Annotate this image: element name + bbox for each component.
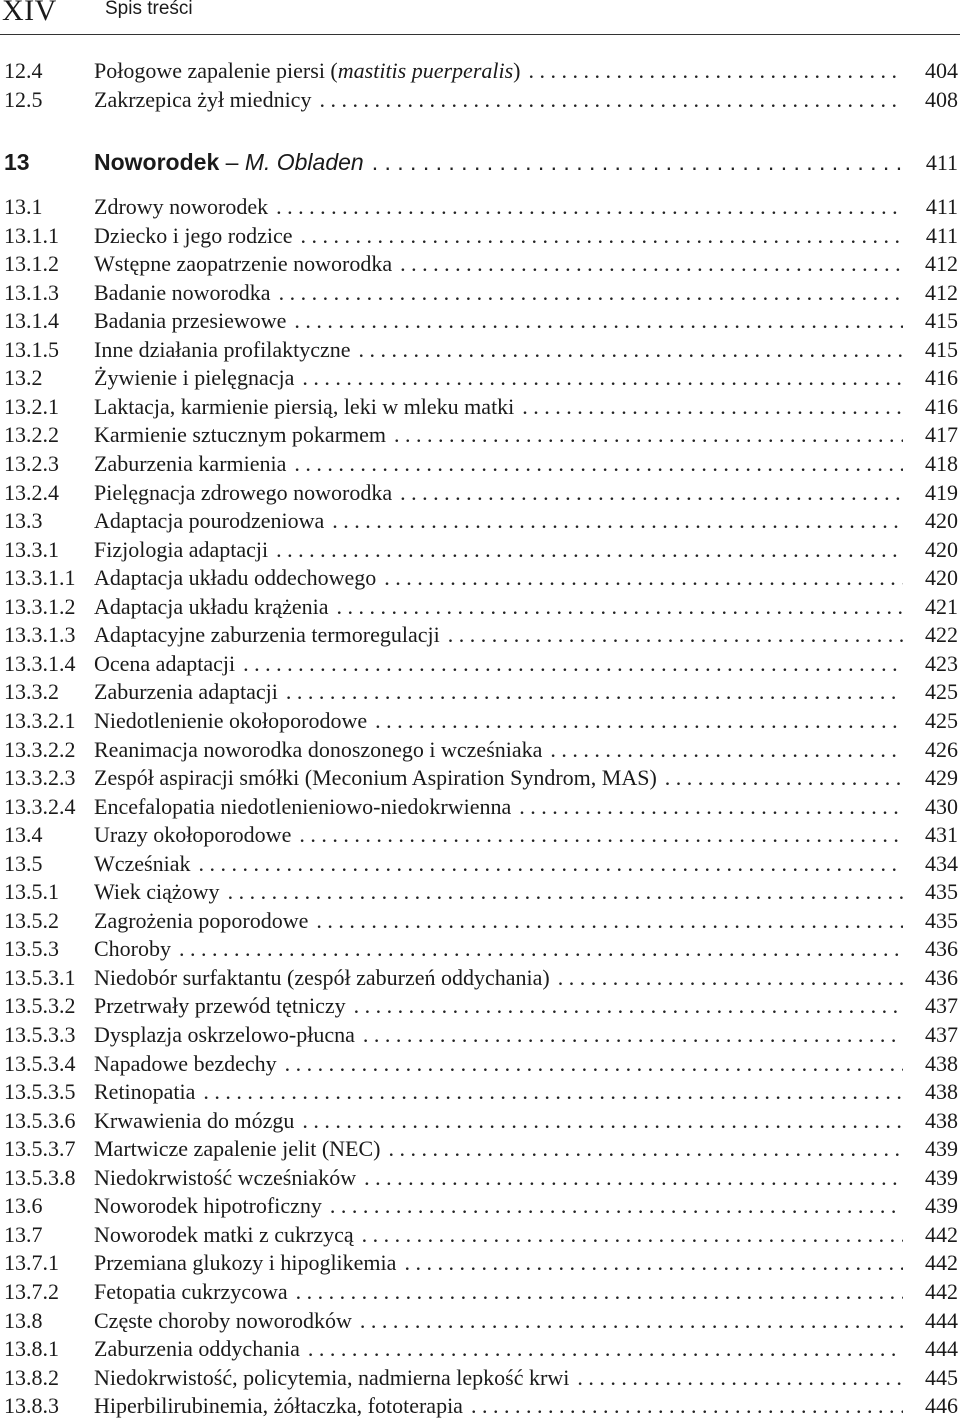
leader-dots [529,57,904,85]
entry-page: 437 [925,1022,958,1047]
toc-entry [0,450,960,478]
entry-title: Zespół aspiracji smółki (Meconium Aspiration Syndrom, MAS) [94,765,657,790]
toc-entry [0,707,960,735]
entry-number: 13.5.3 [4,936,59,962]
leader-dots [400,250,903,278]
leader-dots [294,307,903,335]
toc-entry [0,364,960,392]
toc-entry [0,57,960,85]
entry-title: Żywienie i pielęgnacja [94,365,295,391]
entry-page: 415 [925,336,958,362]
entry-page: 420 [925,536,958,562]
entry-number: 13.3.1.4 [4,650,76,676]
leader-dots [388,1135,903,1163]
toc-entry [0,1021,960,1049]
entry-number: 13.5.3.1 [4,964,76,990]
toc-entry [0,621,960,649]
leader-dots [203,1078,903,1106]
toc-entry [0,1278,960,1306]
entry-page: 416 [925,365,958,391]
entry-number: 13.8.3 [4,1393,59,1419]
entry-title: Hiperbilirubinemia, żółtaczka, fototerapia [94,1393,463,1419]
toc-entry [0,1135,960,1163]
leader-dots [308,1335,903,1363]
entry-title: Martwicze zapalenie jelit (NEC) [94,1136,381,1162]
chapter-author: M. Obladen [244,149,364,175]
entry-page: 436 [925,964,958,990]
chapter-title: Noworodek – M. Obladen [94,149,364,175]
leader-dots [316,907,903,935]
entry-page: 420 [925,565,958,591]
entry-page: 439 [925,1136,958,1162]
leader-dots [384,564,903,592]
leader-dots [276,193,904,221]
entry-page: 422 [925,622,958,648]
entry-page: 411 [925,194,958,219]
toc-entry [0,250,960,278]
entry-title: Częste choroby noworodków [94,1307,352,1333]
entry-page: 417 [925,422,958,448]
toc-entry [0,736,960,764]
leader-dots [228,878,903,906]
leader-dots [243,650,903,678]
entry-title: Dziecko i jego rodzice [94,222,293,248]
entry-page: 426 [925,736,958,762]
entry-page: 430 [925,793,958,819]
toc-entry [0,1164,960,1192]
leader-dots [279,279,903,307]
leader-dots [519,793,903,821]
entry-number: 13.5.3.4 [4,1050,76,1076]
entry-title: Niedotlenienie okołoporodowe [94,707,368,733]
entry-number: 13.1.2 [4,251,59,277]
leader-dots [276,536,903,564]
entry-number: 13.1.3 [4,279,59,305]
entry-page: 423 [925,650,958,676]
entry-number: 13.5.3.7 [4,1136,76,1162]
entry-number: 13.1.1 [4,222,59,248]
entry-page: 442 [925,1278,958,1304]
entry-title: Fizjologia adaptacji [94,536,269,562]
toc-entry [0,564,960,592]
entry-page: 416 [925,393,958,419]
entry-number: 13.5.3.3 [4,1022,76,1047]
entry-title: Urazy okołoporodowe [94,822,292,848]
entry-title: Krwawienia do mózgu [94,1107,295,1133]
toc-entry [0,793,960,821]
entry-page: 425 [925,679,958,705]
toc-entry [0,479,960,507]
entry-title: Zaburzenia karmienia [94,450,287,476]
entry-title: Choroby [94,936,171,962]
entry-page: 439 [925,1193,958,1219]
entry-number: 13.2.4 [4,479,59,505]
leader-dots [301,222,904,250]
leader-dots [354,992,903,1020]
entry-number: 13.3.2.3 [4,765,76,790]
entry-number: 13.2.2 [4,422,59,448]
toc-entry [0,1192,960,1220]
entry-page: 404 [925,58,958,83]
entry-page: 442 [925,1221,958,1247]
entry-title: Encefalopatia niedotlenieniowo-niedokrwienna [94,793,512,819]
leader-dots [550,736,903,764]
entry-number: 13.5.3.2 [4,993,76,1019]
entry-title: Adaptacja układu oddechowego [94,565,377,591]
running-title: Spis treści [105,0,193,19]
entry-number: 13.3.2.1 [4,707,76,733]
entry-number: 13.1.5 [4,336,59,362]
entry-page: 438 [925,1107,958,1133]
toc-entry [0,1078,960,1106]
entry-page: 421 [925,593,958,619]
entry-title: Wcześniak [94,850,191,876]
entry-title-latin: mastitis puerperalis [337,58,514,83]
entry-page: 425 [925,707,958,733]
entry-page: 446 [925,1393,958,1419]
leader-dots [294,450,903,478]
entry-number: 13.5.2 [4,907,59,933]
entry-page: 438 [925,1050,958,1076]
leader-dots [372,148,904,176]
leader-dots [179,935,903,963]
entry-page: 444 [925,1336,958,1361]
entry-page: 412 [925,251,958,277]
entry-title: Noworodek matki z cukrzycą [94,1221,354,1247]
entry-page: 438 [925,1079,958,1105]
entry-page: 435 [925,879,958,905]
entry-page: 442 [925,1250,958,1276]
toc-entry [0,764,960,792]
entry-page: 408 [925,87,958,112]
entry-number: 13.3.1.2 [4,593,76,619]
entry-page: 436 [925,936,958,962]
entry-title: Fetopatia cukrzycowa [94,1278,288,1304]
toc-entry [0,279,960,307]
entry-number: 13.2 [4,365,43,391]
toc-entry [0,536,960,564]
toc-entry [0,850,960,878]
entry-title: Zagrożenia poporodowe [94,907,309,933]
entry-number: 13.7.1 [4,1250,59,1276]
entry-page: 419 [925,479,958,505]
toc-entry [0,678,960,706]
entry-title: Karmienie sztucznym pokarmem [94,422,387,448]
leader-dots [375,707,903,735]
entry-number: 13.3.1.3 [4,622,76,648]
leader-dots [337,593,903,621]
entry-page: 439 [925,1164,958,1190]
entry-title: Niedobór surfaktantu (zespół zaburzeń oddychania) [94,964,550,990]
entry-page: 435 [925,907,958,933]
entry-page: 415 [925,308,958,334]
entry-number: 13.3.2.4 [4,793,76,819]
leader-dots [286,678,903,706]
entry-number: 13.5.1 [4,879,59,905]
leader-dots [332,507,903,535]
entry-number: 13.8.2 [4,1364,59,1390]
leader-dots [302,1107,903,1135]
toc-entry [0,507,960,535]
toc-entry [0,1249,960,1277]
toc-entry [0,307,960,335]
entry-number: 13.5.3.8 [4,1164,76,1190]
leader-dots [199,850,904,878]
entry-title: Niedokrwistość, policytemia, nadmierna lepkość krwi [94,1364,570,1390]
entry-number: 13.2.3 [4,450,59,476]
leader-dots [471,1392,903,1420]
toc-entry [0,1107,960,1135]
entry-page: 429 [925,765,958,790]
entry-title: Przemiana glukozy i hipoglikemia [94,1250,397,1276]
entry-number: 13.3.1.1 [4,565,76,591]
leader-dots [302,364,903,392]
entry-number: 13.1 [4,194,43,219]
leader-dots [296,1278,903,1306]
entry-number: 13.3 [4,508,43,534]
entry-number: 13.5.3.5 [4,1079,76,1105]
leader-dots [299,821,903,849]
toc-entry [0,86,960,114]
entry-number: 13.4 [4,822,43,848]
entry-number: 13.3.2 [4,679,59,705]
toc-entry [0,193,960,221]
entry-number: 13.8 [4,1307,43,1333]
entry-title: Zaburzenia oddychania [94,1336,300,1361]
entry-title: Niedokrwistość wcześniaków [94,1164,357,1190]
entry-title: Adaptacja pourodzeniowa [94,508,325,534]
toc-entry [0,935,960,963]
entry-number: 13.7 [4,1221,43,1247]
entry-page: 437 [925,993,958,1019]
toc-entry [0,907,960,935]
entry-number: 13.2.1 [4,393,59,419]
chapter-number: 13 [4,149,30,175]
entry-number: 13.5 [4,850,43,876]
entry-title: Retinopatia [94,1079,196,1105]
toc-entry [0,1307,960,1335]
entry-page: 418 [925,450,958,476]
entry-title: Połogowe zapalenie piersi (mastitis puerperalis) [94,58,521,83]
leader-dots [285,1050,903,1078]
entry-number: 13.6 [4,1193,43,1219]
toc-entry [0,1335,960,1363]
entry-page: 411 [925,222,958,248]
entry-title: Pielęgnacja zdrowego noworodka [94,479,393,505]
entry-page: 434 [925,850,958,876]
leader-dots [558,964,903,992]
toc-entry [0,421,960,449]
leader-dots [448,621,903,649]
entry-number: 13.3.2.2 [4,736,76,762]
page-number: XIV [2,0,57,27]
toc-entry [0,992,960,1020]
entry-title: Przetrwały przewód tętniczy [94,993,346,1019]
toc-entry [0,1392,960,1420]
entry-page: 412 [925,279,958,305]
entry-page: 445 [925,1364,958,1390]
entry-title: Zdrowy noworodek [94,194,269,219]
entry-title: Wstępne zaopatrzenie noworodka [94,251,393,277]
toc-entry [0,336,960,364]
entry-title: Laktacja, karmienie piersią, leki w mleku matki [94,393,515,419]
toc-entry [0,821,960,849]
leader-dots [400,479,903,507]
leader-dots [364,1164,903,1192]
entry-page: 431 [925,822,958,848]
entry-title: Zakrzepica żył miednicy [94,87,312,112]
chapter-page: 411 [925,150,958,175]
entry-number: 12.5 [4,87,43,112]
leader-dots [577,1364,903,1392]
entry-page: 444 [925,1307,958,1333]
entry-title: Badanie noworodka [94,279,271,305]
entry-title: Zaburzenia adaptacji [94,679,278,705]
toc-entry [0,1364,960,1392]
leader-dots [394,421,903,449]
leader-dots [330,1192,903,1220]
entry-number: 13.3.1 [4,536,59,562]
entry-page: 420 [925,508,958,534]
entry-title: Inne działania profilaktyczne [94,336,351,362]
toc-entry [0,222,960,250]
entry-number: 12.4 [4,58,43,83]
entry-number: 13.8.1 [4,1336,59,1361]
entry-title: Reanimacja noworodka donoszonego i wcześniaka [94,736,543,762]
entry-title: Napadowe bezdechy [94,1050,277,1076]
entry-title: Dysplazja oskrzelowo-płucna [94,1022,355,1047]
leader-dots [522,393,903,421]
toc-entry [0,964,960,992]
entry-number: 13.1.4 [4,308,59,334]
entry-number: 13.5.3.6 [4,1107,76,1133]
entry-title: Adaptacja układu krążenia [94,593,329,619]
toc-entry [0,593,960,621]
entry-title: Ocena adaptacji [94,650,236,676]
toc-entry [0,1221,960,1249]
toc-entry [0,1050,960,1078]
entry-title: Wiek ciążowy [94,879,220,905]
toc-entry [0,393,960,421]
toc-entry [0,878,960,906]
entry-number: 13.7.2 [4,1278,59,1304]
leader-dots [665,764,903,792]
leader-dots [362,1221,903,1249]
leader-dots [404,1249,903,1277]
leader-dots [363,1021,903,1049]
leader-dots [319,86,903,114]
entry-title: Adaptacyjne zaburzenia termoregulacji [94,622,440,648]
entry-title: Noworodek hipotroficzny [94,1193,322,1219]
leader-dots [360,1307,903,1335]
chapter-heading [0,148,960,176]
toc-entry [0,650,960,678]
leader-dots [359,336,903,364]
entry-title: Badania przesiewowe [94,308,287,334]
